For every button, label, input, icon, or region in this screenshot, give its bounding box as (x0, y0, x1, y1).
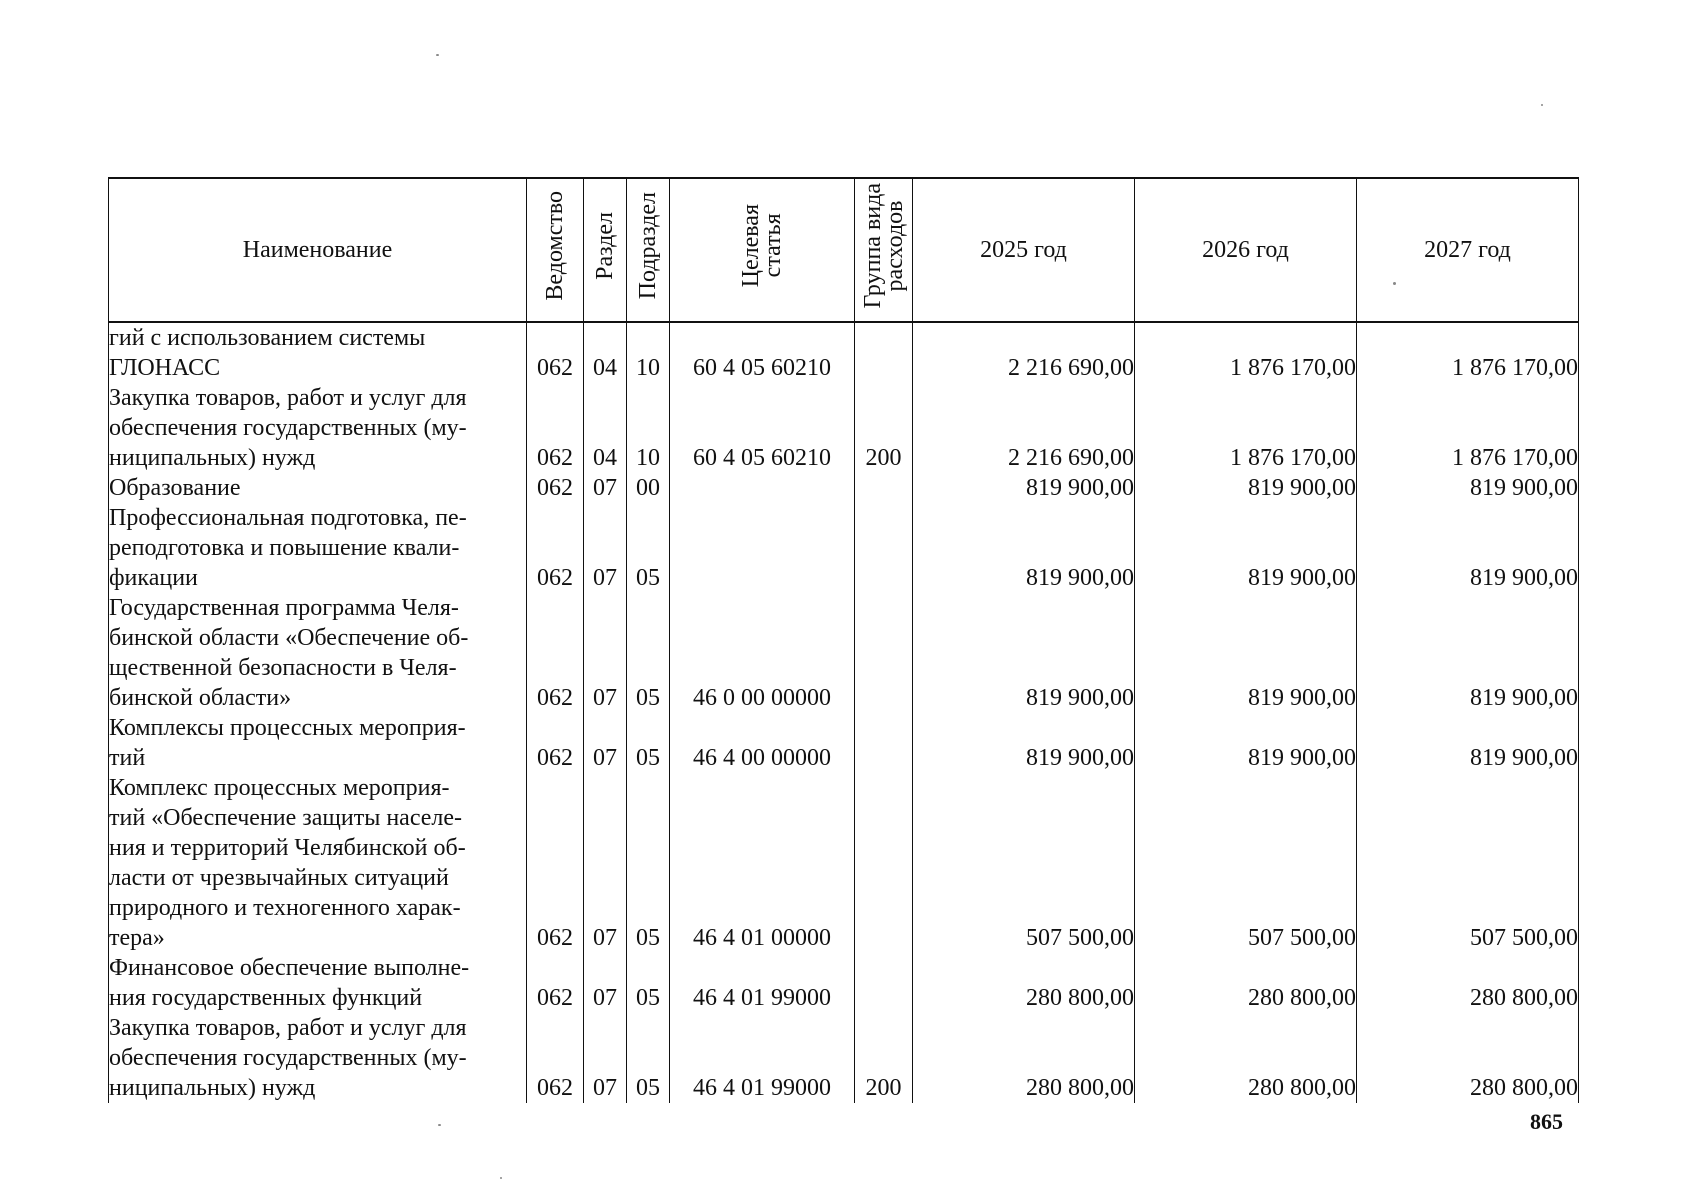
row-amount-2026: 280 800,00 (1135, 1013, 1357, 1103)
header-2026: 2026 год (1135, 178, 1357, 322)
row-name (109, 773, 527, 953)
row-target-article: 46 4 01 00000 (670, 773, 855, 953)
table-header-row (109, 178, 1579, 322)
row-section: 07 (584, 593, 627, 713)
row-target-article: 46 4 01 99000 (670, 1013, 855, 1103)
row-name-line: фикации (109, 565, 198, 591)
row-name (109, 503, 527, 593)
table-row (109, 383, 1579, 473)
row-name (109, 953, 527, 1013)
row-amount-2025: 2 216 690,00 (913, 322, 1135, 383)
row-name-line: Образование (109, 475, 241, 501)
row-name-line: тера» (109, 925, 165, 951)
row-subsection: 05 (627, 1013, 670, 1103)
row-section: 07 (584, 953, 627, 1013)
row-name-line: щественной безопасности в Челя- (109, 655, 457, 681)
row-amount-2025: 819 900,00 (913, 593, 1135, 713)
row-name-line: Закупка товаров, работ и услуг для (109, 1015, 467, 1041)
row-name (109, 473, 527, 503)
row-amount-2027: 1 876 170,00 (1357, 383, 1579, 473)
table-row (109, 1013, 1579, 1103)
row-name (109, 593, 527, 713)
row-section: 07 (584, 473, 627, 503)
row-expense-group (855, 593, 913, 713)
row-name-line: Финансовое обеспечение выполне- (109, 955, 470, 981)
row-department: 062 (527, 773, 584, 953)
row-name-line: Профессиональная подготовка, пе- (109, 505, 467, 531)
row-target-article: 60 4 05 60210 (670, 383, 855, 473)
row-section: 07 (584, 503, 627, 593)
row-target-article: 60 4 05 60210 (670, 322, 855, 383)
row-expense-group: 200 (855, 1013, 913, 1103)
row-amount-2026: 280 800,00 (1135, 953, 1357, 1013)
row-amount-2025: 507 500,00 (913, 773, 1135, 953)
header-department: Ведомство (527, 178, 584, 322)
row-name-line: тий (109, 745, 146, 771)
row-amount-2026: 819 900,00 (1135, 503, 1357, 593)
row-name-line: обеспечения государственных (му- (109, 415, 467, 441)
page-number: 865 (1530, 1109, 1563, 1134)
row-amount-2026: 819 900,00 (1135, 473, 1357, 503)
row-department: 062 (527, 713, 584, 773)
row-amount-2027: 280 800,00 (1357, 953, 1579, 1013)
scan-speck (438, 1124, 441, 1126)
row-expense-group (855, 322, 913, 383)
header-2025: 2025 год (913, 178, 1135, 322)
row-expense-group (855, 773, 913, 953)
row-department: 062 (527, 953, 584, 1013)
scan-speck (436, 54, 439, 56)
row-name-line: ния государственных функций (109, 985, 423, 1011)
row-subsection: 10 (627, 383, 670, 473)
row-target-article: 46 4 00 00000 (670, 713, 855, 773)
row-amount-2026: 819 900,00 (1135, 713, 1357, 773)
table-row (109, 953, 1579, 1013)
row-expense-group (855, 503, 913, 593)
row-amount-2025: 819 900,00 (913, 713, 1135, 773)
row-amount-2025: 819 900,00 (913, 503, 1135, 593)
row-name-line: ласти от чрезвычайных ситуаций (109, 865, 449, 891)
header-expense-group: Группа вида расходов (855, 178, 913, 322)
row-amount-2025: 2 216 690,00 (913, 383, 1135, 473)
row-name-line: бинской области» (109, 685, 292, 711)
row-section: 04 (584, 383, 627, 473)
row-amount-2026: 1 876 170,00 (1135, 322, 1357, 383)
header-section: Раздел (584, 178, 627, 322)
row-section: 07 (584, 1013, 627, 1103)
row-name-line: тий «Обеспечение защиты населе- (109, 805, 463, 831)
table-row (109, 473, 1579, 503)
row-section: 04 (584, 322, 627, 383)
row-amount-2026: 507 500,00 (1135, 773, 1357, 953)
row-amount-2025: 280 800,00 (913, 953, 1135, 1013)
row-amount-2027: 280 800,00 (1357, 1013, 1579, 1103)
row-name-line: бинской области «Обеспечение об- (109, 625, 469, 651)
row-name-line: гий с использованием системы (109, 325, 426, 351)
row-subsection: 05 (627, 593, 670, 713)
row-amount-2026: 1 876 170,00 (1135, 383, 1357, 473)
row-department: 062 (527, 322, 584, 383)
row-name (109, 1013, 527, 1103)
row-amount-2027: 819 900,00 (1357, 503, 1579, 593)
row-subsection: 10 (627, 322, 670, 383)
row-amount-2025: 819 900,00 (913, 473, 1135, 503)
budget-table (108, 177, 1579, 1103)
row-name (109, 713, 527, 773)
row-department: 062 (527, 473, 584, 503)
table-row (109, 713, 1579, 773)
row-subsection: 05 (627, 953, 670, 1013)
scan-speck (1541, 104, 1543, 106)
table-row (109, 322, 1579, 383)
row-name-line: природного и техногенного харак- (109, 895, 461, 921)
row-amount-2027: 819 900,00 (1357, 593, 1579, 713)
row-name (109, 383, 527, 473)
row-expense-group (855, 713, 913, 773)
row-amount-2026: 819 900,00 (1135, 593, 1357, 713)
header-subsection: Подраздел (627, 178, 670, 322)
row-name-line: Комплекс процессных мероприя- (109, 775, 450, 801)
row-name-line: ГЛОНАСС (109, 355, 221, 381)
header-2027: 2027 год (1357, 178, 1579, 322)
row-section: 07 (584, 713, 627, 773)
row-subsection: 05 (627, 773, 670, 953)
row-expense-group (855, 473, 913, 503)
row-subsection: 00 (627, 473, 670, 503)
row-amount-2027: 507 500,00 (1357, 773, 1579, 953)
row-target-article (670, 503, 855, 593)
row-name-line: Закупка товаров, работ и услуг для (109, 385, 467, 411)
row-section: 07 (584, 773, 627, 953)
row-amount-2027: 819 900,00 (1357, 473, 1579, 503)
row-department: 062 (527, 383, 584, 473)
row-name-line: ниципальных) нужд (109, 1075, 316, 1101)
row-subsection: 05 (627, 503, 670, 593)
row-name-line: Государственная программа Челя- (109, 595, 459, 621)
row-amount-2027: 819 900,00 (1357, 713, 1579, 773)
row-expense-group: 200 (855, 383, 913, 473)
row-expense-group (855, 953, 913, 1013)
row-name (109, 322, 527, 383)
header-name: Наименование (109, 178, 527, 322)
row-target-article: 46 0 00 00000 (670, 593, 855, 713)
table-row (109, 593, 1579, 713)
row-name-line: обеспечения государственных (му- (109, 1045, 467, 1071)
scan-speck (500, 1177, 502, 1179)
table-row (109, 773, 1579, 953)
header-target-article: Целевая статья (670, 178, 855, 322)
row-subsection: 05 (627, 713, 670, 773)
row-name-line: ния и территорий Челябинской об- (109, 835, 466, 861)
row-amount-2025: 280 800,00 (913, 1013, 1135, 1103)
row-target-article: 46 4 01 99000 (670, 953, 855, 1013)
row-amount-2027: 1 876 170,00 (1357, 322, 1579, 383)
row-name-line: реподготовка и повышение квали- (109, 535, 460, 561)
row-department: 062 (527, 593, 584, 713)
row-name-line: ниципальных) нужд (109, 445, 316, 471)
row-department: 062 (527, 1013, 584, 1103)
row-department: 062 (527, 503, 584, 593)
row-target-article (670, 473, 855, 503)
table-row (109, 503, 1579, 593)
table-body (109, 322, 1579, 1103)
row-name-line: Комплексы процессных мероприя- (109, 715, 466, 741)
